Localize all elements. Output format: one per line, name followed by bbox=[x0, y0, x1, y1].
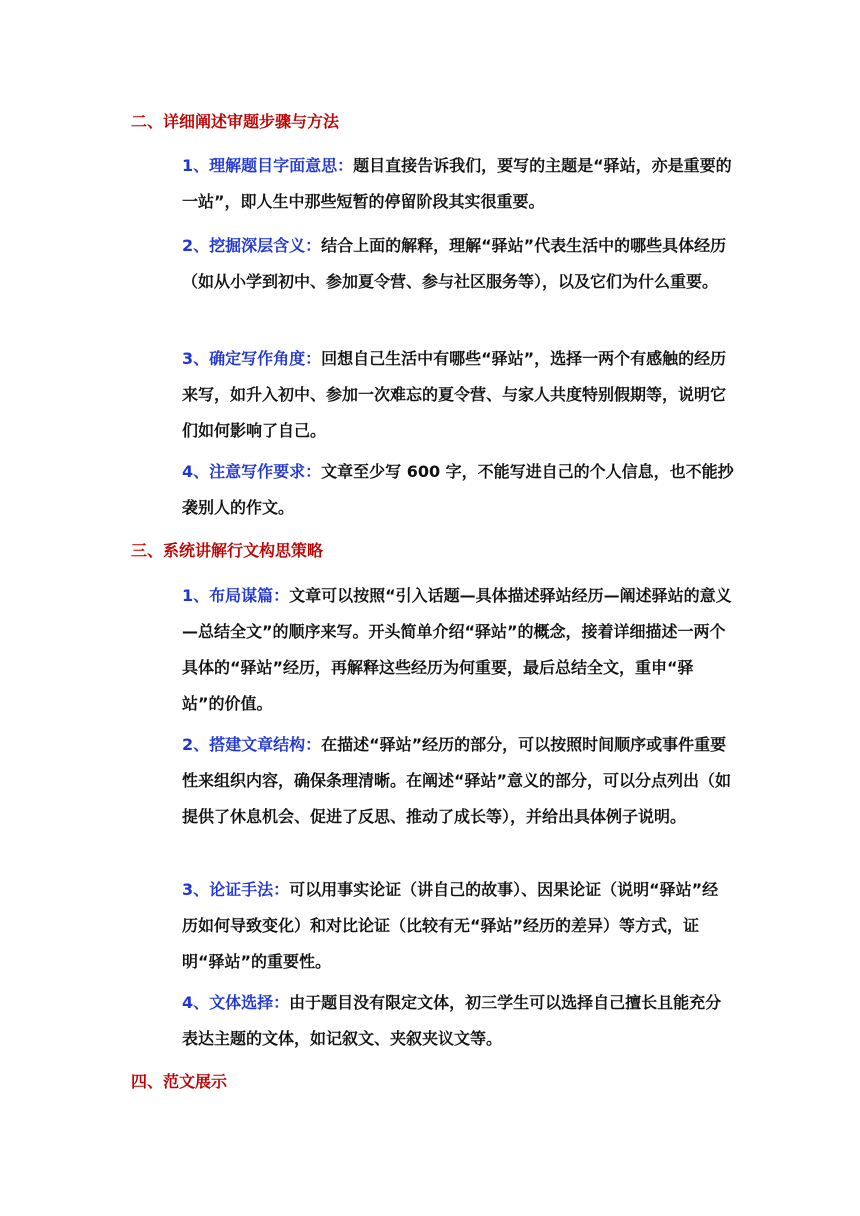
list-item bbox=[182, 872, 734, 980]
list-item bbox=[182, 148, 734, 220]
item-text: 题目直接告诉我们，要写的主题是“驿站，亦是重要的一站”，即人生中那些短暂的停留阶段其实很重要。 bbox=[182, 156, 732, 211]
list-item bbox=[182, 341, 734, 449]
list-item bbox=[182, 985, 734, 1057]
item-text: 可以用事实论证（讲自己的故事）、因果论证（说明“驿站”经历如何导致变化）和对比论证（比较有无“驿站”经历的差异）等方式，证明“驿站”的重要性。 bbox=[182, 880, 719, 971]
item-text: 回想自己生活中有哪些“驿站”，选择一两个有感触的经历来写，如升入初中、参加一次难忘的夏令营、与家人共度特别假期等，说明它们如何影响了自己。 bbox=[182, 349, 727, 440]
item-label: 3、确定写作角度： bbox=[182, 349, 322, 368]
item-label: 1、布局谋篇： bbox=[182, 586, 290, 605]
item-text: 文章至少写 600 字，不能写进自己的个人信息，也不能抄袭别人的作文。 bbox=[182, 462, 734, 517]
item-text: 结合上面的解释，理解“驿站”代表生活中的哪些具体经历（如从小学到初中、参加夏令营、参与社区服务等），以及它们为什么重要。 bbox=[182, 236, 727, 291]
item-label: 2、挖掘深层含义： bbox=[182, 236, 322, 255]
item-text: 由于题目没有限定文体，初三学生可以选择自己擅长且能充分表达主题的文体，如记叙文、夹叙夹议文等。 bbox=[182, 993, 722, 1048]
item-label: 3、论证手法： bbox=[182, 880, 290, 899]
list-item bbox=[182, 454, 734, 526]
item-label: 4、文体选择： bbox=[182, 993, 290, 1012]
section-heading-4: 四、范文展示 bbox=[131, 1072, 228, 1091]
list-item bbox=[182, 578, 734, 722]
list-item bbox=[182, 727, 734, 835]
item-label: 1、理解题目字面意思： bbox=[182, 156, 354, 175]
item-label: 2、搭建文章结构： bbox=[182, 735, 322, 754]
item-text: 在描述“驿站”经历的部分，可以按照时间顺序或事件重要性来组织内容，确保条理清晰。在阐述“驿站”意义的部分，可以分点列出（如提供了休息机会、促进了反思、推动了成长等），并给出具体例子说明。 bbox=[182, 735, 732, 826]
section-heading-3: 三、系统讲解行文构思策略 bbox=[131, 541, 324, 560]
section-heading-2: 二、详细阐述审题步骤与方法 bbox=[131, 112, 340, 131]
item-label: 4、注意写作要求： bbox=[182, 462, 322, 481]
item-text: 文章可以按照“引入话题—具体描述驿站经历—阐述驿站的意义—总结全文”的顺序来写。开头简单介绍“驿站”的概念，接着详细描述一两个具体的“驿站”经历，再解释这些经历为何重要，最后总结全文，重申“驿站”的价值。 bbox=[182, 586, 732, 713]
list-item bbox=[182, 228, 734, 300]
